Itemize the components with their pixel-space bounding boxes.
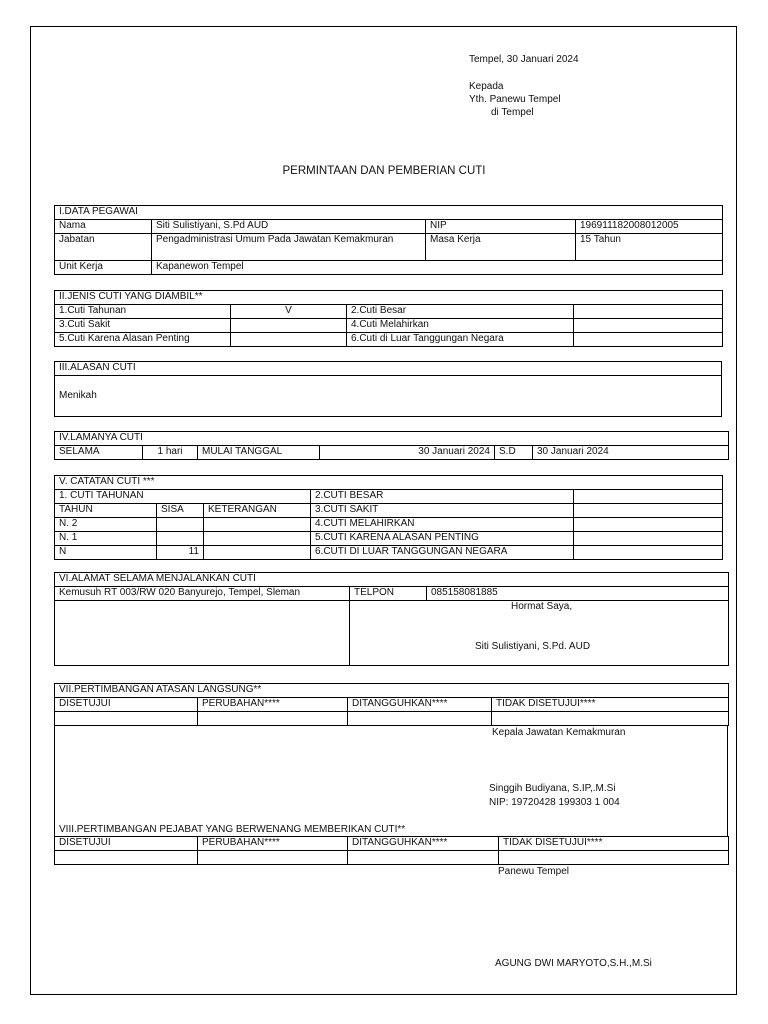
empty-cell <box>55 601 350 666</box>
catatan-label: 6.CUTI DI LUAR TANGGUNGAN NEGARA <box>311 546 574 560</box>
pemohon-nama: Siti Sulistiyani, S.Pd. AUD <box>475 641 591 652</box>
empty-cell <box>348 712 492 726</box>
empty-cell <box>55 712 198 726</box>
telpon-value: 085158081885 <box>427 587 729 601</box>
empty-cell <box>574 333 723 347</box>
empty-cell <box>574 319 723 333</box>
atasan-nip: NIP: 19720428 199303 1 004 <box>489 797 620 808</box>
option-disetujui: DISETUJUI <box>55 698 198 712</box>
alamat-value: Kemusuh RT 003/RW 020 Banyurejo, Tempel, Sleman <box>55 587 350 601</box>
sisa-cell: 11 <box>157 546 204 560</box>
field-label: Nama <box>55 220 152 234</box>
catatan-label: 4.CUTI MELAHIRKAN <box>311 518 574 532</box>
tanggal-selesai: 30 Januari 2024 <box>533 446 729 460</box>
addressee-yth: Yth. Panewu Tempel <box>469 94 561 105</box>
place-date: Tempel, 30 Januari 2024 <box>469 54 579 65</box>
page-title: PERMINTAAN DAN PEMBERIAN CUTI <box>282 165 486 177</box>
checkmark: V <box>231 305 347 319</box>
field-value-nip: 196911182008012005 <box>576 220 723 234</box>
cuti-option: 2.Cuti Besar <box>347 305 574 319</box>
sisa-cell <box>157 518 204 532</box>
addressee-kepada: Kepada <box>469 81 504 92</box>
option-perubahan: PERUBAHAN**** <box>198 698 348 712</box>
column-header: KETERANGAN <box>204 504 311 518</box>
option-ditangguhkan: DITANGGUHKAN**** <box>348 837 499 851</box>
section-heading: V. CATATAN CUTI *** <box>55 476 723 490</box>
lamanya-cuti-table <box>54 431 729 460</box>
pertimbangan-pejabat-table <box>54 836 729 865</box>
cuti-option: 1.Cuti Tahunan <box>55 305 231 319</box>
option-tidak-disetujui: TIDAK DISETUJUI**** <box>492 698 729 712</box>
option-ditangguhkan: DITANGGUHKAN**** <box>348 698 492 712</box>
alasan-value: Menikah <box>55 376 722 417</box>
catatan-label: 3.CUTI SAKIT <box>311 504 574 518</box>
section-heading: VII.PERTIMBANGAN ATASAN LANGSUNG** <box>55 684 729 698</box>
signature-cell <box>350 601 729 666</box>
cuti-option: 5.Cuti Karena Alasan Penting <box>55 333 231 347</box>
keterangan-cell <box>204 532 311 546</box>
catatan-cuti-table <box>54 475 723 560</box>
atasan-signature-area <box>54 726 728 836</box>
jumlah-hari: 1 hari <box>143 446 198 460</box>
section-heading: IV.LAMANYA CUTI <box>55 432 729 446</box>
catatan-label: 2.CUTI BESAR <box>311 490 574 504</box>
empty-cell <box>499 851 729 865</box>
pejabat-nama: AGUNG DWI MARYOTO,S.H.,M.Si <box>495 958 652 969</box>
data-pegawai-table <box>54 205 723 275</box>
alamat-table <box>54 572 729 666</box>
empty-cell <box>574 532 723 546</box>
pejabat-jabatan: Panewu Tempel <box>498 866 569 877</box>
option-perubahan: PERUBAHAN**** <box>198 837 348 851</box>
cuti-option: 4.Cuti Melahirkan <box>347 319 574 333</box>
option-tidak-disetujui: TIDAK DISETUJUI**** <box>499 837 729 851</box>
field-value-jabatan: Pengadministrasi Umum Pada Jawatan Kemakmuran <box>152 234 426 261</box>
selama-label: SELAMA <box>55 446 143 460</box>
alasan-cuti-table <box>54 361 722 417</box>
empty-cell <box>574 546 723 560</box>
section-heading: VIII.PERTIMBANGAN PEJABAT YANG BERWENANG MEMBERIKAN CUTI** <box>59 824 406 835</box>
cuti-option: 3.Cuti Sakit <box>55 319 231 333</box>
field-value-unit-kerja: Kapanewon Tempel <box>152 261 723 275</box>
empty-cell <box>574 518 723 532</box>
option-disetujui: DISETUJUI <box>55 837 198 851</box>
field-value-nama: Siti Sulistiyani, S.Pd AUD <box>152 220 426 234</box>
section-heading: VI.ALAMAT SELAMA MENJALANKAN CUTI <box>55 573 729 587</box>
tanggal-mulai: 30 Januari 2024 <box>320 446 495 460</box>
addressee-di: di Tempel <box>491 107 534 118</box>
section-heading: III.ALASAN CUTI <box>55 362 722 376</box>
catatan-label: 1. CUTI TAHUNAN <box>55 490 311 504</box>
atasan-nama: Singgih Budiyana, S.IP,.M.Si <box>489 783 616 794</box>
mulai-label: MULAI TANGGAL <box>198 446 320 460</box>
field-label: Unit Kerja <box>55 261 152 275</box>
jenis-cuti-table <box>54 290 723 347</box>
telpon-label: TELPON <box>350 587 427 601</box>
tahun-cell: N. 2 <box>55 518 157 532</box>
empty-cell <box>231 333 347 347</box>
tahun-cell: N. 1 <box>55 532 157 546</box>
sisa-cell <box>157 532 204 546</box>
catatan-label: 5.CUTI KARENA ALASAN PENTING <box>311 532 574 546</box>
keterangan-cell <box>204 518 311 532</box>
empty-cell <box>574 490 723 504</box>
empty-cell <box>198 712 348 726</box>
empty-cell <box>574 305 723 319</box>
section-heading: I.DATA PEGAWAI <box>55 206 723 220</box>
section-heading: II.JENIS CUTI YANG DIAMBIL** <box>55 291 723 305</box>
field-label: Masa Kerja <box>426 234 576 261</box>
empty-cell <box>348 851 499 865</box>
field-label: Jabatan <box>55 234 152 261</box>
column-header: SISA <box>157 504 204 518</box>
field-label: NIP <box>426 220 576 234</box>
tahun-cell: N <box>55 546 157 560</box>
field-value-masa-kerja: 15 Tahun <box>576 234 723 261</box>
cuti-option: 6.Cuti di Luar Tanggungan Negara <box>347 333 574 347</box>
sd-label: S.D <box>495 446 533 460</box>
atasan-jabatan: Kepala Jawatan Kemakmuran <box>492 727 626 738</box>
keterangan-cell <box>204 546 311 560</box>
pertimbangan-atasan-table <box>54 683 729 726</box>
empty-cell <box>492 712 729 726</box>
column-header: TAHUN <box>55 504 157 518</box>
hormat-saya: Hormat Saya, <box>511 601 573 612</box>
empty-cell <box>55 851 198 865</box>
empty-cell <box>231 319 347 333</box>
empty-cell <box>198 851 348 865</box>
empty-cell <box>574 504 723 518</box>
